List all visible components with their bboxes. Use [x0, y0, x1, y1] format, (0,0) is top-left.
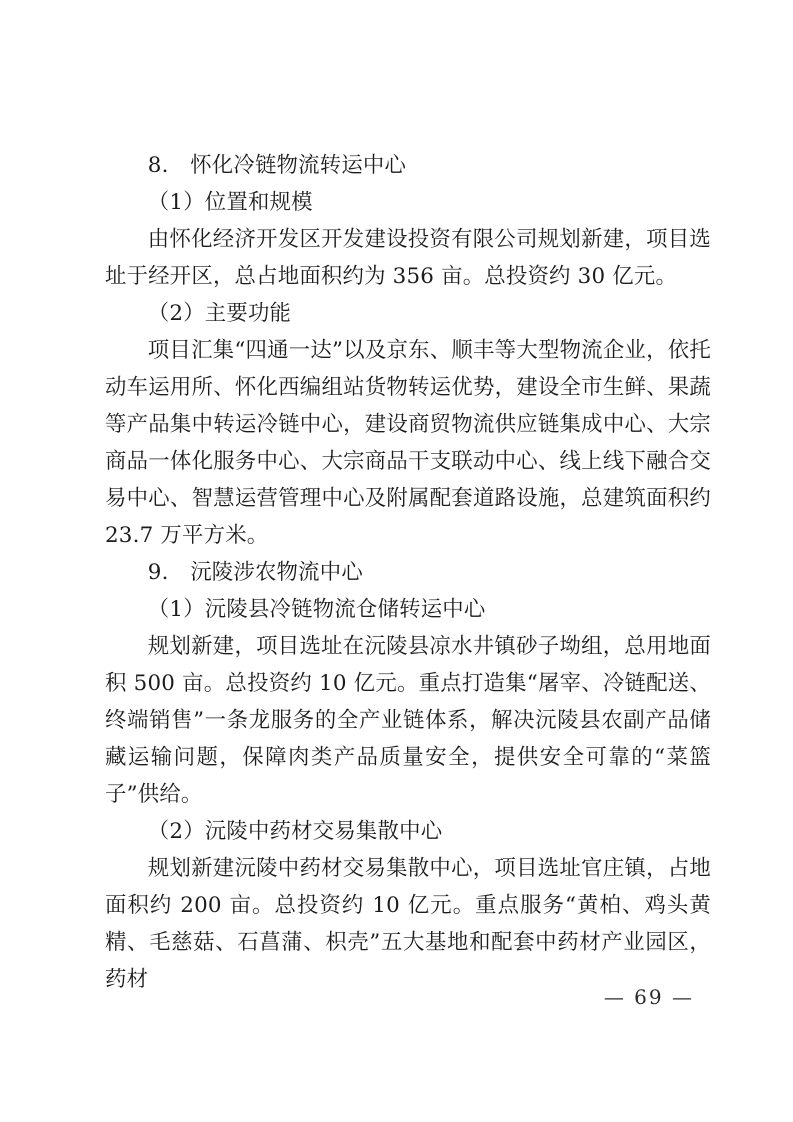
paragraph: 规划新建，项目选址在沅陵县凉水井镇砂子坳组，总用地面积 500 亩。总投资约 10 亿元。重点打造集“屠宰、冷链配送、终端销售”一条龙服务的全产业链体系，解决沅陵县农副产品储藏运输问题，保障肉类产品质量安全，提供安全可靠的“菜篮子”供给。	[105, 634, 711, 807]
section-subheading: （1）沅陵县冷链物流仓储转运中心	[147, 597, 486, 622]
document-body	[105, 147, 711, 998]
section-subheading: （2）主要功能	[147, 301, 292, 326]
paragraph: 规划新建沅陵中药材交易集散中心，项目选址官庄镇，占地面积约 200 亩。总投资约 10 亿元。重点服务“黄柏、鸡头黄精、毛慈菇、石菖蒲、枳壳”五大基地和配套中药材产业园区，药材	[105, 856, 711, 992]
section-subheading: （1）位置和规模	[147, 190, 313, 215]
section-subheading: （2）沅陵中药材交易集散中心	[147, 819, 443, 844]
page-number: — 69 —	[603, 985, 694, 1009]
paragraph: 由怀化经济开发区开发建设投资有限公司规划新建，项目选址于经开区，总占地面积约为 356 亩。总投资约 30 亿元。	[105, 227, 711, 289]
paragraph: 项目汇集“四通一达”以及京东、顺丰等大型物流企业，依托动车运用所、怀化西编组站货物转运优势，建设全市生鲜、果蔬等产品集中转运冷链中心，建设商贸物流供应链集成中心、大宗商品一体化服务中心、大宗商品干支联动中心、线上线下融合交易中心、智慧运营管理中心及附属配套道路设施，总建筑面积约 23.7 万平方米。	[105, 338, 711, 548]
section-heading: 8. 怀化冷链物流转运中心	[147, 153, 407, 178]
page-footer	[604, 984, 694, 1010]
section-heading: 9. 沅陵涉农物流中心	[147, 560, 363, 585]
